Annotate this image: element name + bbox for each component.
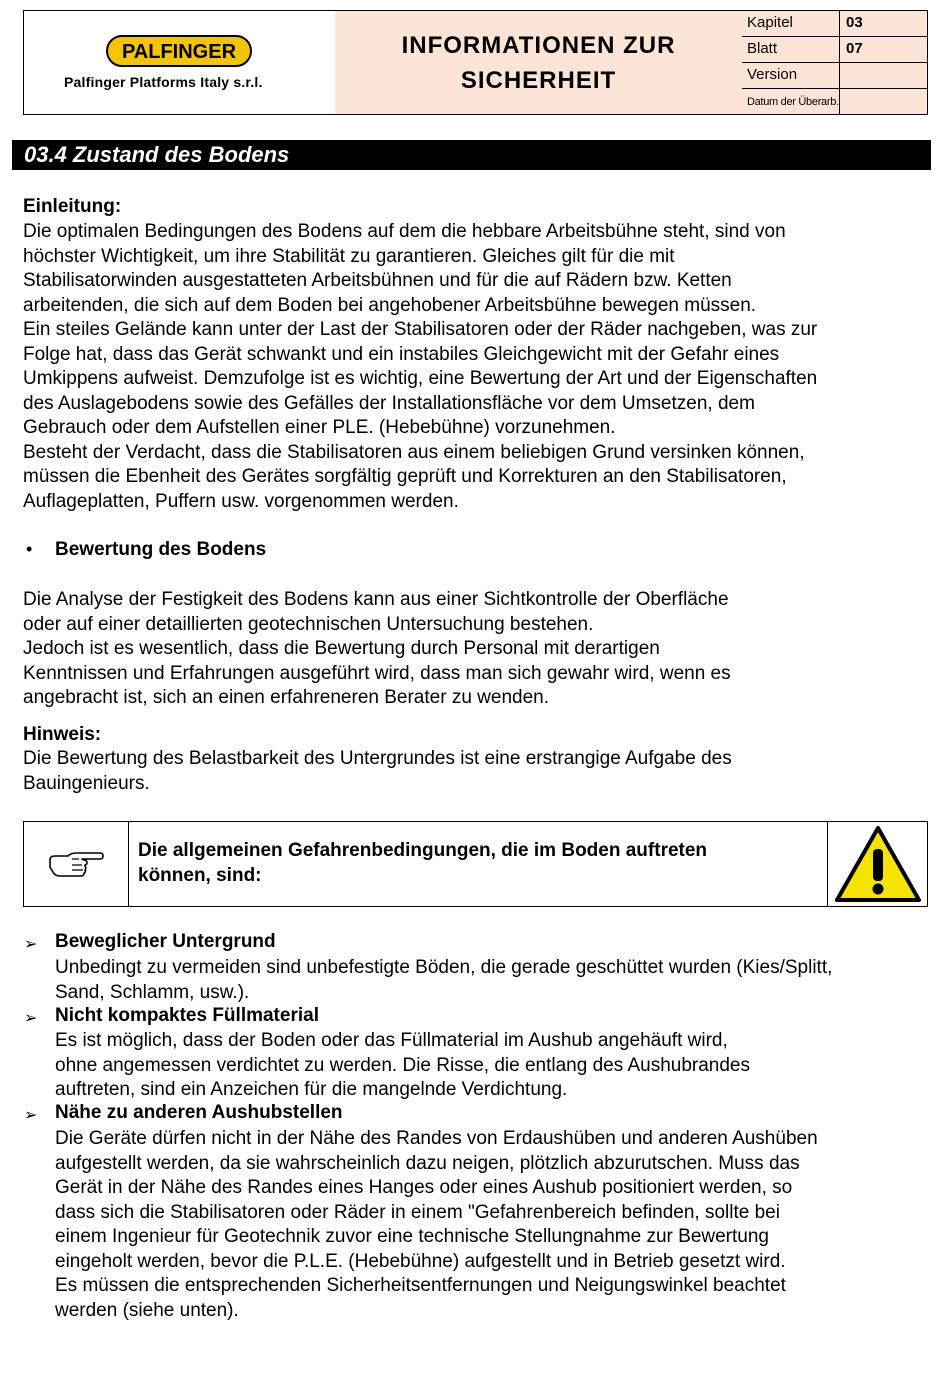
note-paragraph bbox=[23, 747, 933, 796]
info-row-datum bbox=[742, 89, 927, 114]
text-line: Es müssen die entsprechenden Sicherheitsentfernungen und Neigungswinkel beachtet bbox=[55, 1275, 786, 1296]
text-line: Bauingenieurs. bbox=[23, 772, 150, 794]
arrow-bullet-icon: ➢ bbox=[24, 1010, 38, 1027]
info-row-blatt bbox=[742, 37, 927, 63]
text-line: arbeitenden, die sich auf dem Boden bei angehobener Arbeitsbühne bewegen müssen. bbox=[23, 294, 757, 316]
warning-message bbox=[138, 838, 798, 888]
text-line: Jedoch ist es wesentlich, dass die Bewertung durch Personal mit derartigen bbox=[23, 638, 660, 659]
text-line: höchster Wichtigkeit, um ihre Stabilität zu garantieren. Gleiches gilt für die mit bbox=[23, 245, 675, 267]
text-line: müssen die Ebenheit des Gerätes sorgfältig geprüft und Korrekturen an den Stabilisatoren, bbox=[23, 466, 787, 487]
text-line: Unbedingt zu vermeiden sind unbefestigte Böden, die gerade geschüttet wurden (Kies/Splitt, bbox=[55, 957, 833, 978]
text-line: Kenntnissen und Erfahrungen ausgeführt wird, dass man sich gewahr wird, wenn es bbox=[23, 662, 731, 684]
text-line: Die Geräte dürfen nicht in der Nähe des Randes von Erdaushüben und anderen Aushüben bbox=[55, 1128, 818, 1149]
item-body bbox=[55, 956, 935, 1005]
note-heading: Hinweis: bbox=[23, 724, 102, 745]
intro-paragraph bbox=[23, 220, 933, 514]
info-row-version bbox=[742, 63, 927, 89]
info-value bbox=[840, 63, 927, 88]
item-title: Nicht kompaktes Füllmaterial bbox=[55, 1005, 319, 1026]
text-line: Gebrauch oder dem Aufstellen einer PLE. (Hebebühne) vorzunehmen. bbox=[23, 417, 616, 438]
text-line: Es ist möglich, dass der Boden oder das Füllmaterial im Aushub angehäuft wird, bbox=[55, 1030, 728, 1051]
text-line: werden (siehe unten). bbox=[55, 1299, 239, 1321]
text-line: Besteht der Verdacht, dass die Stabilisatoren aus einem beliebigen Grund versinken können, bbox=[23, 441, 805, 463]
item-title: Nähe zu anderen Aushubstellen bbox=[55, 1102, 343, 1123]
text-line: Die Analyse der Festigkeit des Bodens kann aus einer Sichtkontrolle der Oberfläche bbox=[23, 589, 729, 610]
info-row-kapitel bbox=[742, 11, 927, 37]
text-line: Folge hat, dass das Gerät schwankt und ein instabiles Gleichgewicht mit der Gefahr eines bbox=[23, 343, 780, 365]
pointing-hand-icon bbox=[24, 822, 129, 906]
arrow-bullet-icon: ➢ bbox=[24, 936, 38, 953]
text-line: Gerät in der Nähe des Randes eines Hanges oder eines Aushub positioniert werden, so bbox=[55, 1177, 793, 1198]
bullet-icon: • bbox=[26, 539, 33, 559]
logo-cell bbox=[24, 11, 336, 114]
text-line: dass sich die Stabilisatoren oder Räder in einem "Gefahrenbereich befinden, sollte bei bbox=[55, 1201, 780, 1223]
text-line: angebracht ist, sich an einen erfahreneren Berater zu wenden. bbox=[23, 687, 549, 708]
text-line: ohne angemessen verdichtet zu werden. Die Risse, die entlang des Aushubrandes bbox=[55, 1054, 750, 1076]
info-value: 03 bbox=[840, 11, 927, 36]
document-title: INFORMATIONEN ZUR SICHERHEIT bbox=[401, 31, 676, 94]
info-label: Blatt bbox=[742, 37, 840, 62]
company-name: Palfinger Platforms Italy s.r.l. bbox=[64, 74, 263, 90]
section-title-bar bbox=[12, 140, 931, 170]
info-label: Kapitel bbox=[742, 11, 840, 36]
text-line: Die Bewertung des Belastbarkeit des Untergrundes ist eine erstrangige Aufgabe des bbox=[23, 748, 732, 769]
intro-heading: Einleitung: bbox=[23, 196, 122, 217]
item-body bbox=[55, 1029, 935, 1103]
text-line: einem Ingenieur für Geotechnik zuvor eine technische Stellungnahme zur Bewertung bbox=[55, 1226, 769, 1247]
header-info-table bbox=[742, 11, 927, 114]
item-title: Beweglicher Untergrund bbox=[55, 931, 276, 952]
header-title-cell bbox=[335, 11, 743, 114]
text-line: Ein steiles Gelände kann unter der Last der Stabilisatoren oder der Räder nachgeben, was zur bbox=[23, 319, 818, 340]
arrow-bullet-icon: ➢ bbox=[24, 1107, 38, 1124]
text-line: Sand, Schlamm, usw.). bbox=[55, 981, 250, 1003]
text-line: des Auslagebodens sowie des Gefälles der Installationsfläche vor dem Umsetzen, dem bbox=[23, 392, 755, 414]
text-line: oder auf einer detaillierten geotechnischen Untersuchung bestehen. bbox=[23, 613, 594, 635]
assessment-paragraph bbox=[23, 588, 933, 711]
item-body bbox=[55, 1127, 935, 1323]
text-line: Stabilisatorwinden ausgestatteten Arbeitsbühnen und für die auf Rädern bzw. Ketten bbox=[23, 270, 732, 291]
text-line: Umkippens aufweist. Demzufolge ist es wichtig, eine Bewertung der Art und der Eigenschaften bbox=[23, 368, 818, 389]
info-value: 07 bbox=[840, 37, 927, 62]
assessment-heading: Bewertung des Bodens bbox=[55, 539, 267, 560]
text-line: Die allgemeinen Gefahrenbedingungen, die im Boden auftreten bbox=[138, 840, 708, 861]
warning-box bbox=[23, 821, 928, 907]
text-line: eingeholt werden, bevor die P.L.E. (Hebebühne) aufgestellt und in Betrieb gesetzt wird. bbox=[55, 1250, 786, 1272]
info-value bbox=[840, 89, 927, 114]
logo-text: PALFINGER bbox=[121, 41, 237, 63]
section-title: 03.4 Zustand des Bodens bbox=[24, 142, 290, 167]
warning-triangle-icon bbox=[827, 822, 928, 906]
text-line: auftreten, sind ein Anzeichen für die mangelnde Verdichtung. bbox=[55, 1079, 568, 1100]
palfinger-logo bbox=[106, 35, 252, 67]
text-line: Die optimalen Bedingungen des Bodens auf dem die hebbare Arbeitsbühne steht, sind von bbox=[23, 221, 786, 242]
info-label: Datum der Überarb. bbox=[742, 89, 840, 114]
document-header bbox=[23, 10, 928, 115]
text-line: können, sind: bbox=[138, 865, 262, 886]
text-line: Auflageplatten, Puffern usw. vorgenommen werden. bbox=[23, 490, 459, 512]
info-label: Version bbox=[742, 63, 840, 88]
text-line: aufgestellt werden, da sie wahrscheinlich dazu neigen, plötzlich abzurutschen. Muss das bbox=[55, 1152, 800, 1174]
